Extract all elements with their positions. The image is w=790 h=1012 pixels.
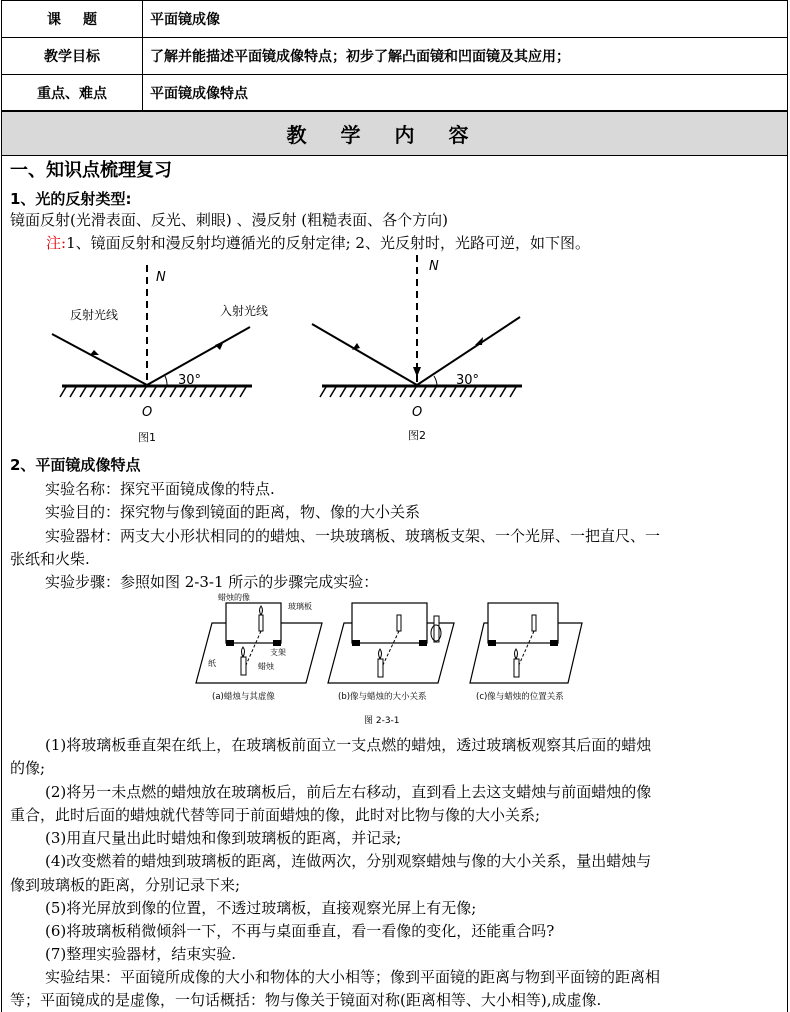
stand-label: 支架 [270, 648, 286, 657]
result-line-1: 实验结果：平面镜所成像的大小和物体的大小相等；像到平面镜的距离与物到平面镑的距离相 [45, 968, 661, 986]
step-5: (5)将光屏放到像的位置，不透过玻璃板，直接观察光屏上有无像; [45, 899, 477, 917]
panel-a [196, 593, 322, 702]
result-line-2: 等；平面镜成的是虚像，一句话概括：物与像关于镜面对称(距离相等、大小相等),成虚像. [10, 991, 602, 1009]
step-4-line-2: 像到玻璃板的距离，分别记录下来; [10, 876, 241, 894]
normal-label: N [429, 259, 439, 274]
header-row-key [1, 74, 788, 111]
panel-b [328, 603, 454, 702]
ray-right-arrow-icon [475, 337, 483, 345]
reflected-ray-label: 反射光线 [70, 308, 119, 322]
content-band-title: 教学内容 [1, 111, 788, 156]
candle-label: 蜡烛 [258, 662, 274, 671]
step-1-line-2: 的像; [10, 759, 46, 777]
angle-arc [165, 376, 167, 385]
mirror-hatching [60, 387, 246, 397]
step-4-line-1: (4)改变燃着的蜡烛到玻璃板的距离，连做两次，分别观察蜡烛与像的大小关系，量出蜡烛与 [45, 852, 652, 870]
step-2-line-1: (2)将另一未点燃的蜡烛放在玻璃板后，前后左右移动，直到看上去这支蜡烛与前面蜡烛的像 [45, 783, 652, 801]
incident-ray-label: 入射光线 [220, 304, 269, 318]
point-label: O [142, 405, 153, 420]
point-label: O [412, 405, 423, 420]
key-value: 平面镜成像特点 [150, 85, 248, 102]
incident-arrow-icon [215, 341, 224, 350]
section-1-title: 一、知识点梳理复习 [10, 160, 172, 181]
normal-label: N [156, 270, 166, 285]
ray-left-arrow-icon [352, 343, 360, 350]
normal-arrow-icon [413, 367, 421, 377]
figure-1-reflection [32, 259, 272, 449]
ray-left [312, 324, 417, 385]
caption-a: (a)蜡烛与其虚像 [212, 692, 275, 702]
step-6: (6)将玻璃板稍微倾斜一下，不再与桌面垂直，看一看像的变化，还能重合吗? [45, 922, 555, 940]
caption-c: (c)像与蜡烛的位置关系 [476, 692, 564, 702]
angle-arc [434, 376, 437, 385]
step-2-line-2: 重合，此时后面的蜡烛就代替等同于前面蜡烛的像，此时对比物与像的大小关系; [10, 806, 541, 824]
note-label: 注: [46, 234, 67, 252]
content-area [1, 155, 788, 1012]
reflected-arrow-icon [90, 350, 99, 355]
goal-label: 教学目标 [2, 38, 143, 74]
paper-label: 纸 [208, 659, 216, 668]
goal-value: 了解并能描述平面镜成像特点；初步了解凸面镜和凹面镜及其应用； [150, 49, 570, 65]
experiment-equipment-2: 张纸和火柴. [10, 550, 90, 568]
panel-c [470, 603, 582, 702]
glass-label: 玻璃板 [288, 602, 312, 611]
angle-label: 30° [456, 373, 480, 388]
angle-label: 30° [178, 373, 202, 388]
figure-2-3-1-experiment [182, 593, 602, 731]
candle-image-label: 蜡烛的像 [218, 593, 250, 602]
subsection-2-title: 2、平面镜成像特点 [10, 456, 141, 474]
experiment-name: 实验名称：探究平面镜成像的特点. [45, 480, 275, 498]
figure-2-reflection [302, 249, 532, 449]
step-7: (7)整理实验器材，结束实验. [45, 945, 237, 963]
topic-label: 课题 [2, 1, 143, 37]
reflected-ray [52, 334, 147, 385]
subsection-1-title: 1、光的反射类型: [10, 190, 132, 208]
caption-b: (b)像与蜡烛的大小关系 [338, 692, 427, 702]
experiment-purpose: 实验目的：探究物与像到镜面的距离，物、像的大小关系 [45, 503, 421, 521]
header-row-topic [1, 0, 788, 38]
experiment-steps-intro: 实验步骤：参照如图 2-3-1 所示的步骤完成实验： [45, 573, 379, 591]
mirror-hatching [320, 387, 516, 397]
note-text: 1、镜面反射和漫反射均遵循光的反射定律; 2、光反射时，光路可逆，如下图。 [66, 234, 590, 252]
topic-value: 平面镜成像 [150, 12, 220, 28]
figure-1-caption: 图1 [138, 431, 156, 444]
experiment-equipment-1: 实验器材：两支大小形状相同的的蜡烛、一块玻璃板、玻璃板支架、一个光屏、一把直尺、一 [45, 527, 661, 545]
figure-number: 图 2-3-1 [364, 716, 400, 726]
header-row-goal [1, 37, 788, 75]
step-3: (3)用直尺量出此时蜡烛和像到玻璃板的距离，并记录; [45, 829, 402, 847]
reflection-types-line: 镜面反射(光滑表面、反光、刺眼) 、漫反射 (粗糙表面、各个方向) [10, 211, 448, 229]
figure-2-caption: 图2 [408, 429, 426, 442]
step-1-line-1: (1)将玻璃板垂直架在纸上，在玻璃板前面立一支点燃的蜡烛，透过玻璃板观察其后面的蜡烛 [45, 736, 652, 754]
glass-plate [226, 603, 281, 643]
key-label: 重点、难点 [2, 75, 143, 110]
